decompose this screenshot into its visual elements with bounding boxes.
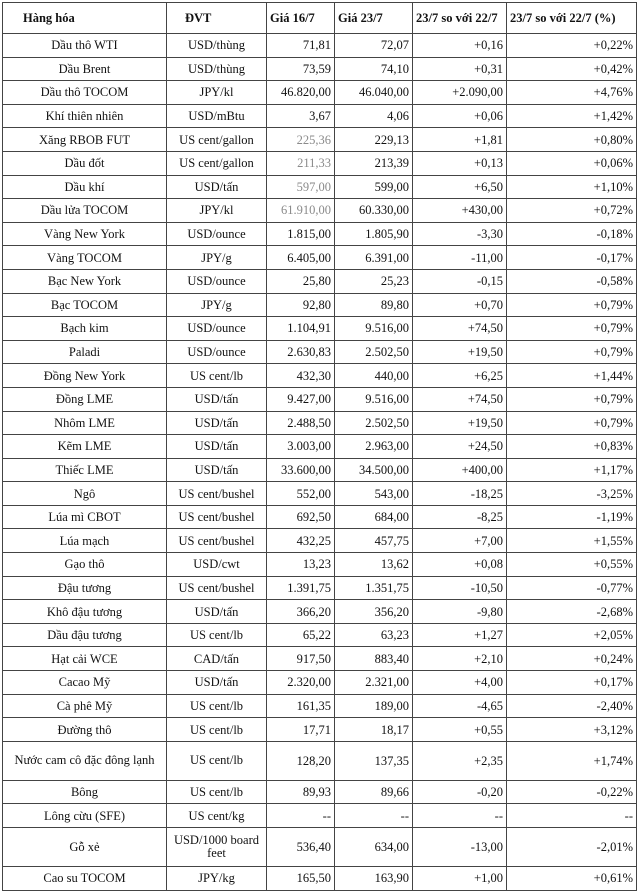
unit-cell: USD/thùng xyxy=(167,57,267,81)
change-cell: -13,00 xyxy=(413,828,507,867)
commodity-name-cell: Bạc TOCOM xyxy=(3,293,167,317)
price-23-7-cell: 189,00 xyxy=(335,694,413,718)
change-percent-cell: +4,76% xyxy=(507,81,637,105)
unit-cell: USD/tấn xyxy=(167,387,267,411)
price-16-7-cell: 211,33 xyxy=(267,151,335,175)
change-cell: -8,25 xyxy=(413,505,507,529)
unit-cell: USD/ounce xyxy=(167,340,267,364)
commodity-name-cell: Đường thô xyxy=(3,718,167,742)
table-row xyxy=(3,623,637,647)
table-row xyxy=(3,387,637,411)
change-percent-cell: +0,06% xyxy=(507,151,637,175)
change-percent-cell: -1,19% xyxy=(507,505,637,529)
table-body xyxy=(3,34,637,891)
price-23-7-cell: 2.321,00 xyxy=(335,671,413,695)
change-percent-cell: +0,79% xyxy=(507,293,637,317)
price-16-7-cell: 71,81 xyxy=(267,34,335,58)
price-23-7-cell: 883,40 xyxy=(335,647,413,671)
change-cell: +6,25 xyxy=(413,364,507,388)
price-16-7-cell: 46.820,00 xyxy=(267,81,335,105)
commodity-name-cell: Cacao Mỹ xyxy=(3,671,167,695)
price-23-7-cell: 72,07 xyxy=(335,34,413,58)
table-row xyxy=(3,458,637,482)
price-16-7-cell: 25,80 xyxy=(267,269,335,293)
price-23-7-cell: 60.330,00 xyxy=(335,199,413,223)
price-23-7-cell: 163,90 xyxy=(335,867,413,891)
commodity-name-cell: Xăng RBOB FUT xyxy=(3,128,167,152)
commodity-name-cell: Đồng New York xyxy=(3,364,167,388)
commodity-name-cell: Lông cừu (SFE) xyxy=(3,804,167,828)
commodity-name-cell: Khô đậu tương xyxy=(3,600,167,624)
header-price-16-7: Giá 16/7 xyxy=(267,3,335,34)
price-16-7-cell: 597,00 xyxy=(267,175,335,199)
change-cell: -10,50 xyxy=(413,576,507,600)
change-cell: +0,70 xyxy=(413,293,507,317)
price-23-7-cell: -- xyxy=(335,804,413,828)
commodity-name-cell: Cà phê Mỹ xyxy=(3,694,167,718)
price-16-7-cell: 13,23 xyxy=(267,553,335,577)
commodity-price-table xyxy=(2,2,637,891)
change-cell: +19,50 xyxy=(413,411,507,435)
change-percent-cell: +0,22% xyxy=(507,34,637,58)
unit-cell: JPY/g xyxy=(167,246,267,270)
table-row xyxy=(3,505,637,529)
commodity-name-cell: Đậu tương xyxy=(3,576,167,600)
price-16-7-cell: 6.405,00 xyxy=(267,246,335,270)
change-percent-cell: +0,79% xyxy=(507,387,637,411)
commodity-name-cell: Bạc New York xyxy=(3,269,167,293)
change-percent-cell: +1,17% xyxy=(507,458,637,482)
price-16-7-cell: 128,20 xyxy=(267,741,335,780)
change-cell: +24,50 xyxy=(413,435,507,459)
price-23-7-cell: 543,00 xyxy=(335,482,413,506)
table-row xyxy=(3,81,637,105)
change-percent-cell: +0,79% xyxy=(507,317,637,341)
commodity-name-cell: Ngô xyxy=(3,482,167,506)
price-16-7-cell: 225,36 xyxy=(267,128,335,152)
unit-cell: USD/ounce xyxy=(167,269,267,293)
change-percent-cell: +1,74% xyxy=(507,741,637,780)
table-row xyxy=(3,435,637,459)
price-23-7-cell: 2.502,50 xyxy=(335,340,413,364)
change-cell: +19,50 xyxy=(413,340,507,364)
price-23-7-cell: 9.516,00 xyxy=(335,317,413,341)
price-16-7-cell: 552,00 xyxy=(267,482,335,506)
unit-cell: US cent/gallon xyxy=(167,128,267,152)
unit-cell: US cent/lb xyxy=(167,741,267,780)
change-cell: +1,00 xyxy=(413,867,507,891)
unit-cell: CAD/tấn xyxy=(167,647,267,671)
change-cell: -- xyxy=(413,804,507,828)
price-23-7-cell: 356,20 xyxy=(335,600,413,624)
change-cell: +7,00 xyxy=(413,529,507,553)
commodity-name-cell: Bạch kim xyxy=(3,317,167,341)
table-row xyxy=(3,804,637,828)
change-percent-cell: +2,05% xyxy=(507,623,637,647)
commodity-name-cell: Nhôm LME xyxy=(3,411,167,435)
change-cell: +1,27 xyxy=(413,623,507,647)
price-16-7-cell: 73,59 xyxy=(267,57,335,81)
price-23-7-cell: 89,80 xyxy=(335,293,413,317)
price-16-7-cell: 61.910,00 xyxy=(267,199,335,223)
table-row xyxy=(3,317,637,341)
unit-cell: US cent/bushel xyxy=(167,529,267,553)
change-percent-cell: -2,40% xyxy=(507,694,637,718)
change-cell: -18,25 xyxy=(413,482,507,506)
change-cell: +0,55 xyxy=(413,718,507,742)
change-cell: +2.090,00 xyxy=(413,81,507,105)
price-23-7-cell: 1.805,90 xyxy=(335,222,413,246)
change-cell: +400,00 xyxy=(413,458,507,482)
commodity-name-cell: Hạt cải WCE xyxy=(3,647,167,671)
table-row xyxy=(3,222,637,246)
header-change-percent: 23/7 so với 22/7 (%) xyxy=(507,3,637,34)
price-23-7-cell: 25,23 xyxy=(335,269,413,293)
table-row xyxy=(3,293,637,317)
change-percent-cell: +1,10% xyxy=(507,175,637,199)
change-cell: -11,00 xyxy=(413,246,507,270)
price-23-7-cell: 457,75 xyxy=(335,529,413,553)
change-percent-cell: +0,80% xyxy=(507,128,637,152)
price-16-7-cell: 9.427,00 xyxy=(267,387,335,411)
change-percent-cell: +0,24% xyxy=(507,647,637,671)
change-percent-cell: +0,55% xyxy=(507,553,637,577)
table-row xyxy=(3,411,637,435)
commodity-name-cell: Dầu khí xyxy=(3,175,167,199)
table-row xyxy=(3,529,637,553)
unit-cell: US cent/lb xyxy=(167,623,267,647)
commodity-name-cell: Gỗ xẻ xyxy=(3,828,167,867)
price-23-7-cell: 213,39 xyxy=(335,151,413,175)
unit-cell: USD/1000 board feet xyxy=(167,828,267,867)
table-row xyxy=(3,694,637,718)
commodity-name-cell: Dầu Brent xyxy=(3,57,167,81)
change-cell: +6,50 xyxy=(413,175,507,199)
change-cell: -3,30 xyxy=(413,222,507,246)
change-percent-cell: +0,42% xyxy=(507,57,637,81)
price-16-7-cell: 917,50 xyxy=(267,647,335,671)
unit-cell: US cent/bushel xyxy=(167,482,267,506)
price-16-7-cell: -- xyxy=(267,804,335,828)
commodity-name-cell: Vàng TOCOM xyxy=(3,246,167,270)
table-row xyxy=(3,104,637,128)
price-16-7-cell: 1.391,75 xyxy=(267,576,335,600)
change-cell: -0,15 xyxy=(413,269,507,293)
price-23-7-cell: 440,00 xyxy=(335,364,413,388)
commodity-name-cell: Dầu đốt xyxy=(3,151,167,175)
table-row xyxy=(3,576,637,600)
unit-cell: US cent/lb xyxy=(167,780,267,804)
commodity-name-cell: Nước cam cô đặc đông lạnh xyxy=(3,741,167,780)
unit-cell: USD/cwt xyxy=(167,553,267,577)
change-cell: +430,00 xyxy=(413,199,507,223)
change-percent-cell: -0,17% xyxy=(507,246,637,270)
table-row xyxy=(3,671,637,695)
unit-cell: US cent/bushel xyxy=(167,505,267,529)
unit-cell: USD/tấn xyxy=(167,175,267,199)
price-23-7-cell: 6.391,00 xyxy=(335,246,413,270)
change-percent-cell: -0,18% xyxy=(507,222,637,246)
price-16-7-cell: 366,20 xyxy=(267,600,335,624)
change-percent-cell: -2,68% xyxy=(507,600,637,624)
unit-cell: USD/tấn xyxy=(167,458,267,482)
price-23-7-cell: 74,10 xyxy=(335,57,413,81)
table-row xyxy=(3,600,637,624)
change-percent-cell: +0,61% xyxy=(507,867,637,891)
unit-cell: USD/tấn xyxy=(167,600,267,624)
unit-cell: JPY/kl xyxy=(167,199,267,223)
price-16-7-cell: 65,22 xyxy=(267,623,335,647)
price-16-7-cell: 1.104,91 xyxy=(267,317,335,341)
price-23-7-cell: 137,35 xyxy=(335,741,413,780)
change-cell: -9,80 xyxy=(413,600,507,624)
change-percent-cell: -0,22% xyxy=(507,780,637,804)
table-row xyxy=(3,199,637,223)
price-16-7-cell: 3.003,00 xyxy=(267,435,335,459)
price-16-7-cell: 92,80 xyxy=(267,293,335,317)
change-percent-cell: +1,55% xyxy=(507,529,637,553)
table-row xyxy=(3,780,637,804)
price-23-7-cell: 9.516,00 xyxy=(335,387,413,411)
table-row xyxy=(3,175,637,199)
table-row xyxy=(3,828,637,867)
change-percent-cell: +1,44% xyxy=(507,364,637,388)
change-percent-cell: +3,12% xyxy=(507,718,637,742)
change-cell: +74,50 xyxy=(413,317,507,341)
change-percent-cell: +0,83% xyxy=(507,435,637,459)
table-row xyxy=(3,364,637,388)
change-percent-cell: +0,79% xyxy=(507,411,637,435)
header-change: 23/7 so với 22/7 xyxy=(413,3,507,34)
header-price-23-7: Giá 23/7 xyxy=(335,3,413,34)
price-23-7-cell: 13,62 xyxy=(335,553,413,577)
price-16-7-cell: 1.815,00 xyxy=(267,222,335,246)
price-16-7-cell: 2.488,50 xyxy=(267,411,335,435)
price-16-7-cell: 692,50 xyxy=(267,505,335,529)
change-percent-cell: -3,25% xyxy=(507,482,637,506)
commodity-name-cell: Dầu thô WTI xyxy=(3,34,167,58)
header-row xyxy=(3,3,637,34)
commodity-name-cell: Paladi xyxy=(3,340,167,364)
price-16-7-cell: 3,67 xyxy=(267,104,335,128)
table-row xyxy=(3,482,637,506)
price-23-7-cell: 63,23 xyxy=(335,623,413,647)
change-percent-cell: +0,72% xyxy=(507,199,637,223)
price-23-7-cell: 599,00 xyxy=(335,175,413,199)
change-percent-cell: -0,58% xyxy=(507,269,637,293)
unit-cell: JPY/kl xyxy=(167,81,267,105)
change-percent-cell: +0,17% xyxy=(507,671,637,695)
unit-cell: US cent/kg xyxy=(167,804,267,828)
change-cell: +0,16 xyxy=(413,34,507,58)
table-row xyxy=(3,741,637,780)
table-row xyxy=(3,867,637,891)
price-23-7-cell: 2.502,50 xyxy=(335,411,413,435)
change-cell: +0,06 xyxy=(413,104,507,128)
table-row xyxy=(3,57,637,81)
commodity-name-cell: Cao su TOCOM xyxy=(3,867,167,891)
unit-cell: USD/thùng xyxy=(167,34,267,58)
price-23-7-cell: 684,00 xyxy=(335,505,413,529)
commodity-name-cell: Bông xyxy=(3,780,167,804)
unit-cell: USD/ounce xyxy=(167,222,267,246)
change-cell: +0,08 xyxy=(413,553,507,577)
table-row xyxy=(3,128,637,152)
change-cell: +2,10 xyxy=(413,647,507,671)
change-cell: -0,20 xyxy=(413,780,507,804)
price-16-7-cell: 165,50 xyxy=(267,867,335,891)
change-cell: +4,00 xyxy=(413,671,507,695)
unit-cell: USD/tấn xyxy=(167,671,267,695)
unit-cell: US cent/bushel xyxy=(167,576,267,600)
change-cell: +0,31 xyxy=(413,57,507,81)
price-16-7-cell: 2.630,83 xyxy=(267,340,335,364)
change-cell: +1,81 xyxy=(413,128,507,152)
table-row xyxy=(3,269,637,293)
header-unit: ĐVT xyxy=(167,3,267,34)
price-23-7-cell: 634,00 xyxy=(335,828,413,867)
price-16-7-cell: 432,30 xyxy=(267,364,335,388)
change-percent-cell: -- xyxy=(507,804,637,828)
unit-cell: USD/mBtu xyxy=(167,104,267,128)
price-16-7-cell: 33.600,00 xyxy=(267,458,335,482)
price-23-7-cell: 2.963,00 xyxy=(335,435,413,459)
price-23-7-cell: 4,06 xyxy=(335,104,413,128)
price-23-7-cell: 1.351,75 xyxy=(335,576,413,600)
change-percent-cell: -2,01% xyxy=(507,828,637,867)
change-cell: -4,65 xyxy=(413,694,507,718)
commodity-name-cell: Dầu lửa TOCOM xyxy=(3,199,167,223)
commodity-name-cell: Thiếc LME xyxy=(3,458,167,482)
change-percent-cell: -0,77% xyxy=(507,576,637,600)
commodity-price-table-container xyxy=(2,2,636,891)
table-row xyxy=(3,340,637,364)
table-row xyxy=(3,246,637,270)
commodity-name-cell: Dầu đậu tương xyxy=(3,623,167,647)
unit-cell: USD/ounce xyxy=(167,317,267,341)
price-16-7-cell: 161,35 xyxy=(267,694,335,718)
commodity-name-cell: Vàng New York xyxy=(3,222,167,246)
change-percent-cell: +0,79% xyxy=(507,340,637,364)
commodity-name-cell: Lúa mạch xyxy=(3,529,167,553)
table-row xyxy=(3,34,637,58)
change-cell: +0,13 xyxy=(413,151,507,175)
price-23-7-cell: 229,13 xyxy=(335,128,413,152)
commodity-name-cell: Kẽm LME xyxy=(3,435,167,459)
unit-cell: USD/tấn xyxy=(167,411,267,435)
table-row xyxy=(3,647,637,671)
unit-cell: USD/tấn xyxy=(167,435,267,459)
price-23-7-cell: 46.040,00 xyxy=(335,81,413,105)
unit-cell: US cent/lb xyxy=(167,364,267,388)
commodity-name-cell: Gạo thô xyxy=(3,553,167,577)
price-16-7-cell: 17,71 xyxy=(267,718,335,742)
unit-cell: JPY/g xyxy=(167,293,267,317)
price-16-7-cell: 432,25 xyxy=(267,529,335,553)
price-23-7-cell: 18,17 xyxy=(335,718,413,742)
change-percent-cell: +1,42% xyxy=(507,104,637,128)
table-row xyxy=(3,718,637,742)
table-row xyxy=(3,553,637,577)
commodity-name-cell: Đồng LME xyxy=(3,387,167,411)
price-16-7-cell: 536,40 xyxy=(267,828,335,867)
commodity-name-cell: Dầu thô TOCOM xyxy=(3,81,167,105)
commodity-name-cell: Lúa mì CBOT xyxy=(3,505,167,529)
unit-cell: US cent/lb xyxy=(167,718,267,742)
price-23-7-cell: 34.500,00 xyxy=(335,458,413,482)
commodity-name-cell: Khí thiên nhiên xyxy=(3,104,167,128)
price-16-7-cell: 89,93 xyxy=(267,780,335,804)
table-row xyxy=(3,151,637,175)
change-cell: +2,35 xyxy=(413,741,507,780)
unit-cell: JPY/kg xyxy=(167,867,267,891)
change-cell: +74,50 xyxy=(413,387,507,411)
price-23-7-cell: 89,66 xyxy=(335,780,413,804)
price-16-7-cell: 2.320,00 xyxy=(267,671,335,695)
unit-cell: US cent/gallon xyxy=(167,151,267,175)
unit-cell: US cent/lb xyxy=(167,694,267,718)
header-commodity: Hàng hóa xyxy=(3,3,167,34)
